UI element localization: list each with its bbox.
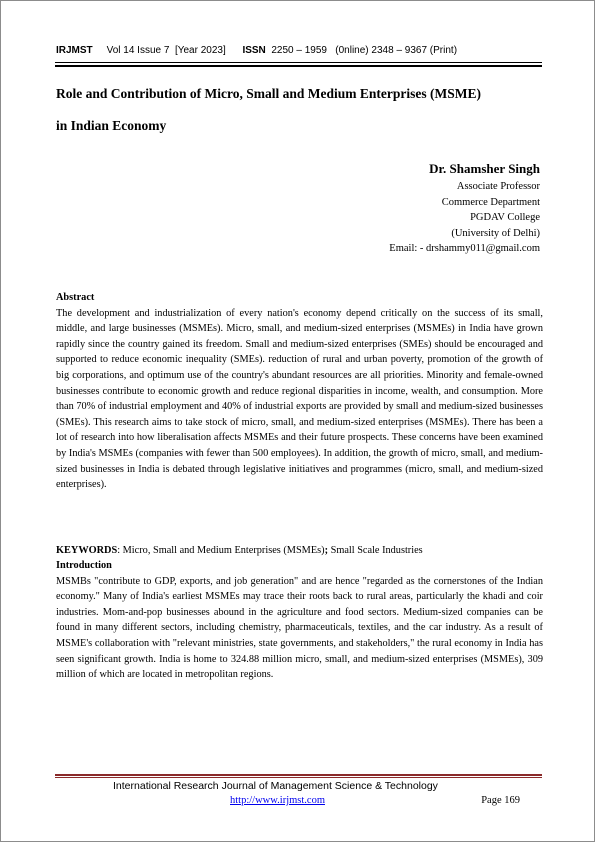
keywords-line (56, 543, 543, 559)
introduction-section (56, 558, 543, 683)
page-number: Page 169 (481, 795, 520, 806)
keywords-text: : Micro, Small and Medium Enterprises (MSMEs) (117, 545, 325, 556)
running-header (56, 45, 457, 56)
introduction-text: MSMBs "contribute to GDP, exports, and job generation" and are hence "regarded as the cornerstones of the Indian economy." Many of India's earliest MSMEs may trace their roots back to rural areas, particularly the khadi and coir industries. Mom-and-pop businesses abound in the agriculture and food sectors. Medium-sized companies can be found in many different sectors, including chemistry, pharmaceuticals, textiles, and the car industry. As a result of MSME's collaboration with "relevant ministries, state governments, and stakeholders," the rural economy in India has seen significant growth. India is home to 324.88 million micro, small, and medium-sized enterprises (MSMEs), 309 million of which are located in metropolitan regions. (56, 575, 543, 681)
journal-abbreviation: IRJMST (56, 45, 93, 56)
abstract-heading: Abstract (56, 292, 95, 303)
header-divider (55, 62, 542, 63)
author-name: Dr. Shamsher Singh (429, 161, 540, 176)
author-position: Associate Professor (456, 181, 540, 192)
keywords-label: KEYWORDS (56, 545, 118, 556)
header-divider-thick (55, 65, 542, 67)
footer-divider (55, 777, 542, 778)
author-university: (University of Delhi) (451, 227, 540, 239)
introduction-heading: Introduction (56, 560, 112, 571)
author-college: PGDAV College (470, 212, 540, 223)
abstract-section (56, 290, 543, 493)
footer-divider-thick (55, 774, 542, 776)
issn-label: ISSN (242, 45, 266, 56)
keywords-separator: ; (324, 545, 329, 556)
keywords-text-2: Small Scale Industries (328, 545, 423, 556)
footer-url-link[interactable]: http://www.irjmst.com (230, 795, 325, 806)
paper-title-line-1: Role and Contribution of Micro, Small and Medium Enterprises (MSME) (56, 86, 481, 101)
author-email: Email: - drshammy011@gmail.com (389, 243, 540, 254)
author-block (389, 159, 540, 257)
paper-title-line-2: in Indian Economy (56, 118, 167, 133)
publication-year: [Year 2023] (174, 45, 226, 56)
footer-journal-name: International Research Journal of Management Science & Technology (113, 780, 438, 792)
abstract-text: The development and industrialization of every nation's economy depend critically on the success of its small, middle, and large businesses (MSMEs). Micro, small, and medium-sized enterprises (MSMEs) in India have grown rapidly since the country gained its freedom. Small and medium-sized enterprises (SMEs) should be encouraged and supported to reduce economic inequality (SMEs). reduction of rural and urban poverty, promotion of the growth of big corporations, and optimum use of the country's abundant resources are all priorities. Minority and female-owned businesses contribute to economic growth and reduce regional disparities in income, wealth, and consumption. More than 70% of industrial employment and 40% of industrial exports are provided by small and medium-sized businesses (SMEs). This research aims to take stock of micro, small, and medium-sized enterprises (MSMEs). There has been a lot of research into how liberalisation affects MSMEs and their future prospects. These concerns have been examined by India's MSMEs (companies with fewer than 500 employees). In addition, the growth of micro, small, and medium-sized businesses in India is debated through legislative initiatives and programmes (micro, small, and medium-sized enterprises). (56, 307, 543, 491)
author-department: Commerce Department (441, 196, 540, 208)
volume-issue: Vol 14 Issue 7 (106, 45, 170, 56)
issn-values: 2250 – 1959 (0nline) 2348 – 9367 (Print) (271, 45, 458, 56)
